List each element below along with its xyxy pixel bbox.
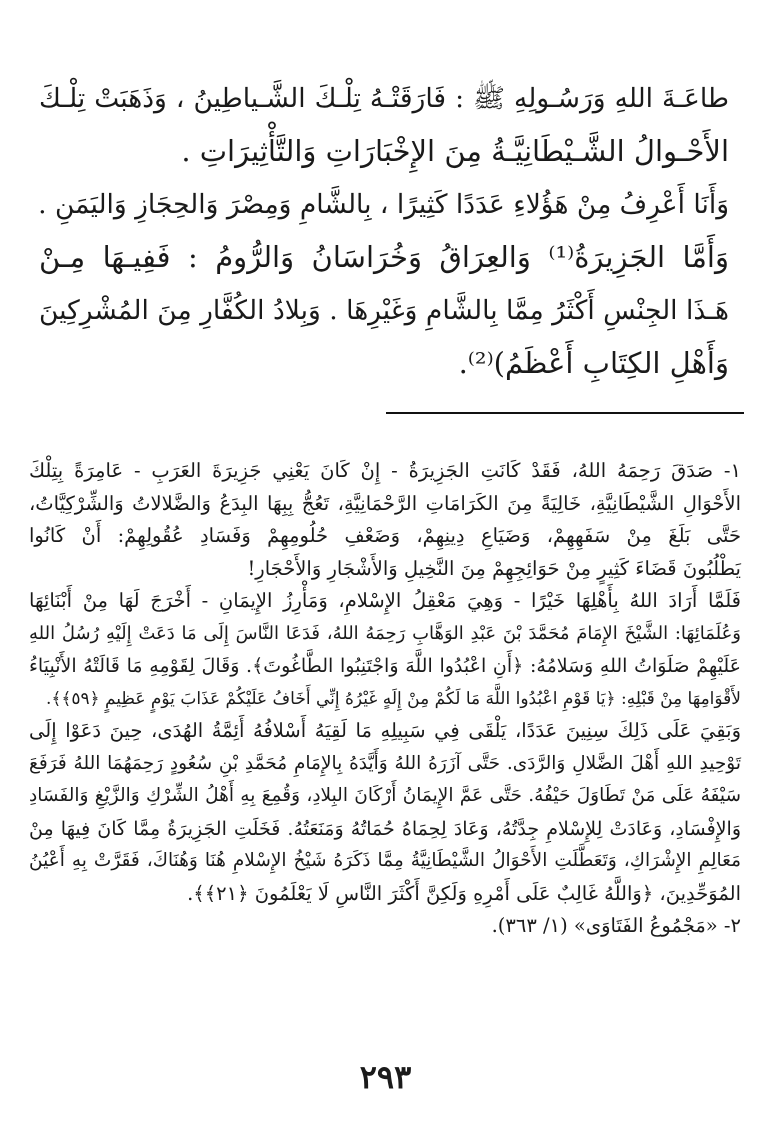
- page-number: ٢٩٣: [359, 1058, 412, 1096]
- footnote-line: حَتَّى بَلَغَ مِنْ سَفَهِهِمْ، وَضَيَاعِ دِينِهِمْ، وَضَعْفِ حُلُومِهِمْ وَفَسَادِ عُقُولِهِمْ: أَنْ كَانُوا: [29, 524, 741, 547]
- footnote-line: وَبَقِيَ عَلَى ذَلِكَ سِنِينَ عَدَدًا، يَلْقَى فِي سَبِيلِهِ مَا لَقِيَهُ أَسْلافُهُ أَئِمَّةُ الهُدَى، حِينَ دَعَوْا إِلَى: [29, 719, 741, 742]
- footnote-reference: ٢- «مَجْمُوعُ الفَتَاوَى» (١/ ٣٦٣).: [491, 914, 741, 937]
- main-line: الأَحْـوالُ الشَّـيْطَانِيَّـةُ مِنَ الإِخْبَارَاتِ وَالتَّأْثِيرَاتِ .: [181, 134, 729, 168]
- footnote-line: وَعُلَمَائِهَا: الشَّيْخَ الإِمَامَ مُحَمَّدَ بْنَ عَبْدِ الوَهَّابِ رَحِمَهُ اللهُ، فَدَعَا النَّاسَ إِلَى مَا دَعَتْ إِلَيْهِ رُسُلُ اللهِ: [29, 622, 741, 644]
- footnote-separator: [386, 412, 744, 414]
- main-line: وَأَمَّا الجَزِيرَةُ⁽¹⁾ وَالعِرَاقُ وَخُرَاسَانُ وَالرُّومُ : فَفِيـهَا مِـنْ: [39, 240, 729, 274]
- footnotes: [29, 455, 741, 943]
- main-line: طاعَـةَ اللهِ وَرَسُـولِهِ ﷺ : فَارَقَتْـهُ تِلْـكَ الشَّـياطِينُ ، وَذَهَبَتْ تِلْـكَ: [39, 83, 729, 114]
- footnote-line: يَطْلُبُونَ قَضَاءَ كَثِيرٍ مِنْ حَوَائِجِهِمْ مِنَ النَّخِيلِ وَالأَشْجَارِ وَالأَحْجَارِ!: [247, 556, 741, 580]
- main-text: [39, 72, 729, 390]
- footnote-line: الأَحْوَالِ الشَّيْطَانِيَّةِ، خَالِيَةً مِنَ الكَرَامَاتِ الرَّحْمَانِيَّةِ، تَعُجُّ بِبِهَا البِدَعُ وَالضَّلالاتُ وَالشِّرْكِيَّاتُ،: [29, 491, 741, 515]
- footnote-line: المُوَحِّدِينَ، ﴿وَاللَّهُ غَالِبٌ عَلَى أَمْرِهِ وَلَكِنَّ أَكْثَرَ النَّاسِ لَا يَعْلَمُونَ ﴿٢١﴾﴾.: [187, 881, 741, 905]
- footnote-line: سَيْفَهُ عَلَى مَنْ تَطَاوَلَ حَيْفُهُ. حَتَّى عَمَّ الإِيمَانُ أَرْكَانَ البِلادِ، وَقُمِعَ بِهِ أَهْلُ الشِّرْكِ وَالزَّيْغِ وَالفَسَادِ: [29, 785, 741, 806]
- footnote-line: ١- صَدَقَ رَحِمَهُ اللهُ، فَقَدْ كَانَتِ الجَزِيرَةُ - إِنْ كَانَ يَعْنِي جَزِيرَةَ العَرَبِ - عَامِرَةً بِتِلْكَ: [29, 459, 741, 482]
- footnote-line: مَعَالِمِ الإِشْرَاكِ، وَتَعَطَّلَتِ الأَحْوَالُ الشَّيْطَانِيَّةُ مِمَّا ذَكَرَهُ شَيْخُ الإِسْلامِ هُنَا وَهُنَاكَ، فَقَرَّتْ بِهِ أَعْيُنُ: [29, 850, 741, 871]
- main-line: هَـذَا الجِنْسِ أَكْثَرُ مِمَّا بِالشَّامِ وَغَيْرِهَا . وَبِلادُ الكُفَّارِ مِنَ المُشْرِكِينَ: [39, 295, 729, 326]
- main-line: وَأَهْلِ الكِتَابِ أَعْظَمُ)⁽²⁾.: [458, 346, 729, 380]
- main-line: وَأَنَا أَعْرِفُ مِنْ هَؤُلاءِ عَدَدًا كَثِيرًا ، بِالشَّامِ وَمِصْرَ وَالحِجَازِ وَاليَمَنِ .: [38, 189, 729, 220]
- footnote-line: لأَقْوَامِهَا مِنْ قَبْلِهِ: ﴿يَا قَوْمِ اعْبُدُوا اللَّهَ مَا لَكُمْ مِنْ إِلَهٍ غَيْرُهُ إِنِّي أَخَافُ عَلَيْكُمْ عَذَابَ يَوْمٍ عَظِيمٍ ﴿٥٩﴾﴾.: [45, 688, 741, 709]
- footnote-line: عَلَيْهِمْ صَلَوَاتُ اللهِ وَسَلامُهُ: ﴿أَنِ اعْبُدُوا اللَّهَ وَاجْتَنِبُوا الطَّاغُوتَ﴾. وَقَالَ لِقَوْمِهِ مَا قَالَتْهُ الأَنْبِيَاءُ: [29, 655, 741, 677]
- footnote-line: وَالإِفْسَادِ، وَعَادَتْ لِلإِسْلامِ جِدَّتُهُ، وَعَادَ لِحِمَاهُ حُمَاتُهُ وَمَنَعَتُهُ. فَخَلَتِ الجَزِيرَةُ مِمَّا كَانَ فِيهَا مِنْ: [29, 817, 741, 840]
- footnote-line: تَوْحِيدِ اللهِ أَهْلَ الضَّلالِ وَالرَّدَى. حَتَّى آزَرَهُ اللهُ وَأَيَّدَهُ بِالإِمَامِ مُحَمَّدِ بْنِ سُعُودٍ رَحِمَهُمَا اللهُ فَرَفَعَ: [29, 752, 741, 774]
- footnote-line: فَلَمَّا أَرَادَ اللهُ بِأَهْلِهَا خَيْرًا - وَهِيَ مَعْقِلُ الإِسْلامِ، وَمَأْرِزُ الإِيمَانِ - أَخْرَجَ لَهَا مِنْ أَبْنَائِهَا: [29, 589, 741, 612]
